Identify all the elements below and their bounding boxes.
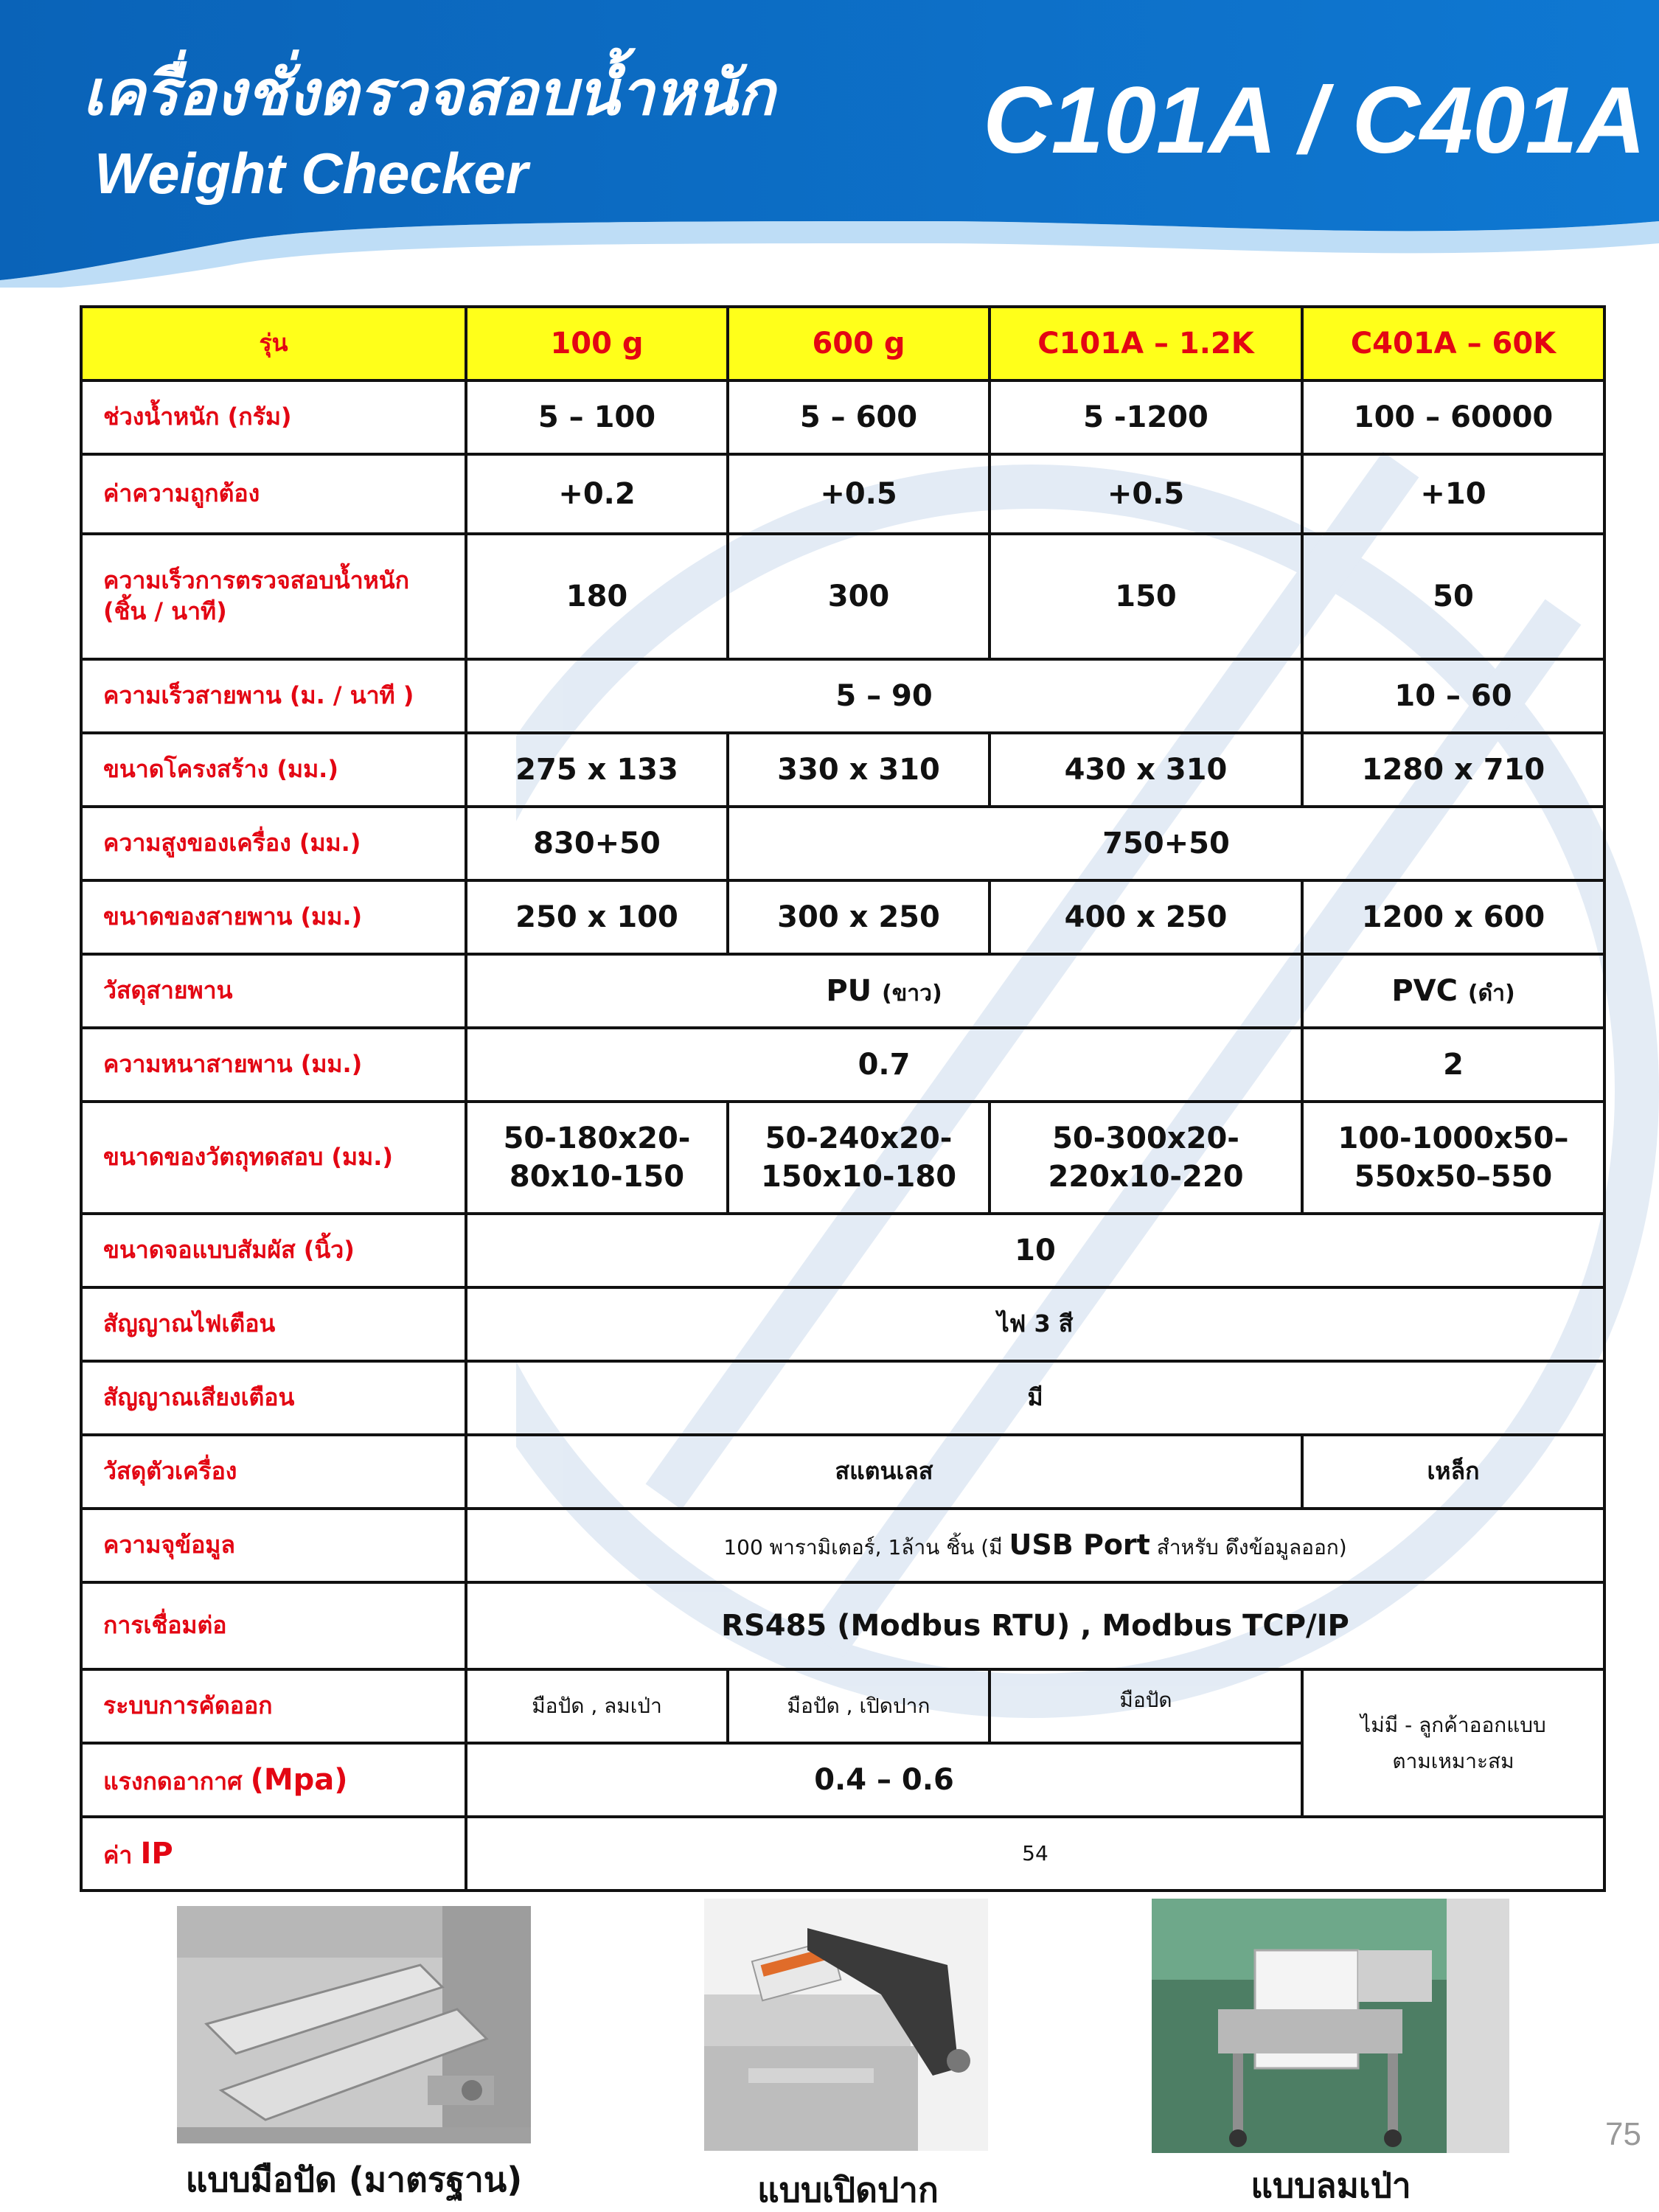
model-number: C101A / C401A	[983, 68, 1646, 173]
cell-value: มี	[466, 1361, 1604, 1435]
cell-value	[466, 1102, 728, 1214]
cell-value: 1280 x 710	[1302, 733, 1604, 807]
ip-label: ค่า	[103, 1841, 133, 1869]
header-c101a: C101A – 1.2K	[990, 307, 1302, 380]
caption-air-blow: แบบลมเป่า	[1251, 2166, 1411, 2205]
cell-value: 100 – 60000	[1302, 380, 1604, 454]
label-belt-size: ขนาดของสายพาน (มม.)	[81, 880, 466, 954]
cell-value: ไฟ 3 สี	[466, 1287, 1604, 1361]
cell-value: สแตนเลส	[466, 1435, 1302, 1509]
cell-line: 550x50–550	[1354, 1160, 1553, 1194]
cell-value: 54	[466, 1817, 1604, 1891]
table-row	[81, 733, 1604, 807]
label-frame-size: ขนาดโครงสร้าง (มม.)	[81, 733, 466, 807]
cell-line: 100-1000x50–	[1338, 1121, 1569, 1155]
table-header-row	[81, 307, 1604, 380]
table-row	[81, 880, 1604, 954]
label-accuracy: ค่าความถูกต้อง	[81, 454, 466, 534]
air-blow-machine-image	[1152, 1899, 1509, 2153]
title-english: Weight Checker	[94, 141, 529, 206]
pvc-text: PVC	[1391, 974, 1458, 1008]
cell-value: +0.5	[990, 454, 1302, 534]
label-check-speed	[81, 534, 466, 659]
page-number: 75	[1605, 2116, 1641, 2152]
label-test-object-size: ขนาดของวัตถุทดสอบ (มม.)	[81, 1102, 466, 1214]
ip-unit: IP	[140, 1837, 173, 1871]
title-thai: เครื่องชั่งตรวจสอบน้ำหนัก	[83, 57, 775, 129]
table-row	[81, 380, 1604, 454]
open-flap-machine-image	[704, 1899, 988, 2151]
caption-manual-paddle: แบบมือปัด (มาตรฐาน)	[185, 2160, 523, 2199]
cell-value: +0.2	[466, 454, 728, 534]
pu-color-text: (ขาว)	[882, 981, 942, 1006]
header-c401a: C401A – 60K	[1302, 307, 1604, 380]
table-row	[81, 1582, 1604, 1669]
pu-text: PU	[826, 974, 872, 1008]
cell-value: 5 – 90	[466, 659, 1302, 733]
cell-value: เหล็ก	[1302, 1435, 1604, 1509]
cell-value: 5 -1200	[990, 380, 1302, 454]
cell-value: +0.5	[728, 454, 990, 534]
cell-line: 50-180x20-	[503, 1121, 691, 1155]
cell-line: 50-300x20-	[1052, 1121, 1239, 1155]
cell-value: 10 – 60	[1302, 659, 1604, 733]
cell-value: 180	[466, 534, 728, 659]
label-reject-system: ระบบการคัดออก	[81, 1669, 466, 1743]
table-row	[81, 1817, 1604, 1891]
label-line: (ชิ้น / นาที)	[103, 597, 227, 625]
photo-air-blow	[1152, 1899, 1509, 2153]
table-row	[81, 1435, 1604, 1509]
label-line: ความเร็วการตรวจสอบน้ำหนัก	[103, 566, 409, 595]
table-row	[81, 1102, 1604, 1214]
label-belt-speed: ความเร็วสายพาน (ม. / นาที )	[81, 659, 466, 733]
cell-value: 330 x 310	[728, 733, 990, 807]
caption-open-flap: แบบเปิดปาก	[757, 2170, 939, 2210]
cell-value: 1200 x 600	[1302, 880, 1604, 954]
spec-table	[80, 305, 1606, 1892]
cell-line: 50-240x20-	[765, 1121, 953, 1155]
table-row	[81, 807, 1604, 880]
cell-value	[990, 1102, 1302, 1214]
cell-value: 10	[466, 1214, 1604, 1287]
cell-value	[1302, 1669, 1604, 1817]
cell-value: มือปัด , เปิดปาก	[728, 1669, 990, 1743]
label-body-material: วัสดุตัวเครื่อง	[81, 1435, 466, 1509]
cell-value: 5 – 100	[466, 380, 728, 454]
cell-value: 300 x 250	[728, 880, 990, 954]
cell-value: 430 x 310	[990, 733, 1302, 807]
cell-value	[1302, 1102, 1604, 1214]
paddle-machine-image	[177, 1906, 531, 2143]
label-air-pressure	[81, 1743, 466, 1817]
table-row	[81, 1214, 1604, 1287]
cell-value: 150	[990, 534, 1302, 659]
cell-value: 50	[1302, 534, 1604, 659]
table-row	[81, 1509, 1604, 1582]
label-connection: การเชื่อมต่อ	[81, 1582, 466, 1669]
label-belt-thickness: ความหนาสายพาน (มม.)	[81, 1028, 466, 1102]
table-row	[81, 534, 1604, 659]
cell-value: มือปัด	[990, 1669, 1302, 1743]
label-belt-material: วัสดุสายพาน	[81, 954, 466, 1028]
cell-value: มือปัด , ลมเป่า	[466, 1669, 728, 1743]
header-model-label: รุ่น	[81, 307, 466, 380]
label-machine-height: ความสูงของเครื่อง (มม.)	[81, 807, 466, 880]
table-row	[81, 1361, 1604, 1435]
cell-value: 275 x 133	[466, 733, 728, 807]
table-row	[81, 1287, 1604, 1361]
table-row	[81, 1669, 1604, 1743]
cell-value	[466, 954, 1302, 1028]
cell-value	[1302, 954, 1604, 1028]
label-light-alarm: สัญญาณไฟเตือน	[81, 1287, 466, 1361]
cell-value	[466, 1509, 1604, 1582]
label-weight-range: ช่วงน้ำหนัก (กรัม)	[81, 380, 466, 454]
cell-line: ไม่มี - ลูกค้าออกแบบ	[1360, 1713, 1546, 1737]
cell-value: 0.7	[466, 1028, 1302, 1102]
cell-value: RS485 (Modbus RTU) , Modbus TCP/IP	[466, 1582, 1604, 1669]
cell-line: 150x10-180	[760, 1160, 957, 1194]
label-memory: ความจุข้อมูล	[81, 1509, 466, 1582]
label-sound-alarm: สัญญาณเสียงเตือน	[81, 1361, 466, 1435]
header-banner	[0, 0, 1659, 288]
cell-line: ตามเหมาะสม	[1392, 1749, 1514, 1773]
cell-value: 830+50	[466, 807, 728, 880]
air-pressure-label: แรงกดอากาศ	[103, 1767, 243, 1795]
memory-text: สำหรับ ดึงข้อมูลออก)	[1150, 1535, 1347, 1560]
table-row	[81, 454, 1604, 534]
photo-manual-paddle	[177, 1906, 531, 2143]
cell-value: 750+50	[728, 807, 1604, 880]
memory-text: 100 พารามิเตอร์, 1ล้าน ชิ้น (มี	[723, 1535, 1009, 1560]
pvc-color-text: (ดำ)	[1467, 981, 1515, 1006]
cell-line: 220x10-220	[1048, 1160, 1244, 1194]
table-row	[81, 954, 1604, 1028]
cell-value: 5 – 600	[728, 380, 990, 454]
cell-value: 400 x 250	[990, 880, 1302, 954]
cell-value: 300	[728, 534, 990, 659]
air-pressure-unit: (Mpa)	[250, 1763, 348, 1797]
label-ip	[81, 1817, 466, 1891]
cell-value: 0.4 – 0.6	[466, 1743, 1302, 1817]
cell-value: +10	[1302, 454, 1604, 534]
usb-port-text: USB Port	[1009, 1528, 1150, 1562]
cell-line: 80x10-150	[509, 1160, 685, 1194]
cell-value: 2	[1302, 1028, 1604, 1102]
cell-value: 250 x 100	[466, 880, 728, 954]
header-100g: 100 g	[466, 307, 728, 380]
table-row	[81, 1028, 1604, 1102]
cell-value	[728, 1102, 990, 1214]
header-600g: 600 g	[728, 307, 990, 380]
label-touch-screen: ขนาดจอแบบสัมผัส (นิ้ว)	[81, 1214, 466, 1287]
photo-open-flap	[704, 1899, 988, 2151]
table-row	[81, 659, 1604, 733]
